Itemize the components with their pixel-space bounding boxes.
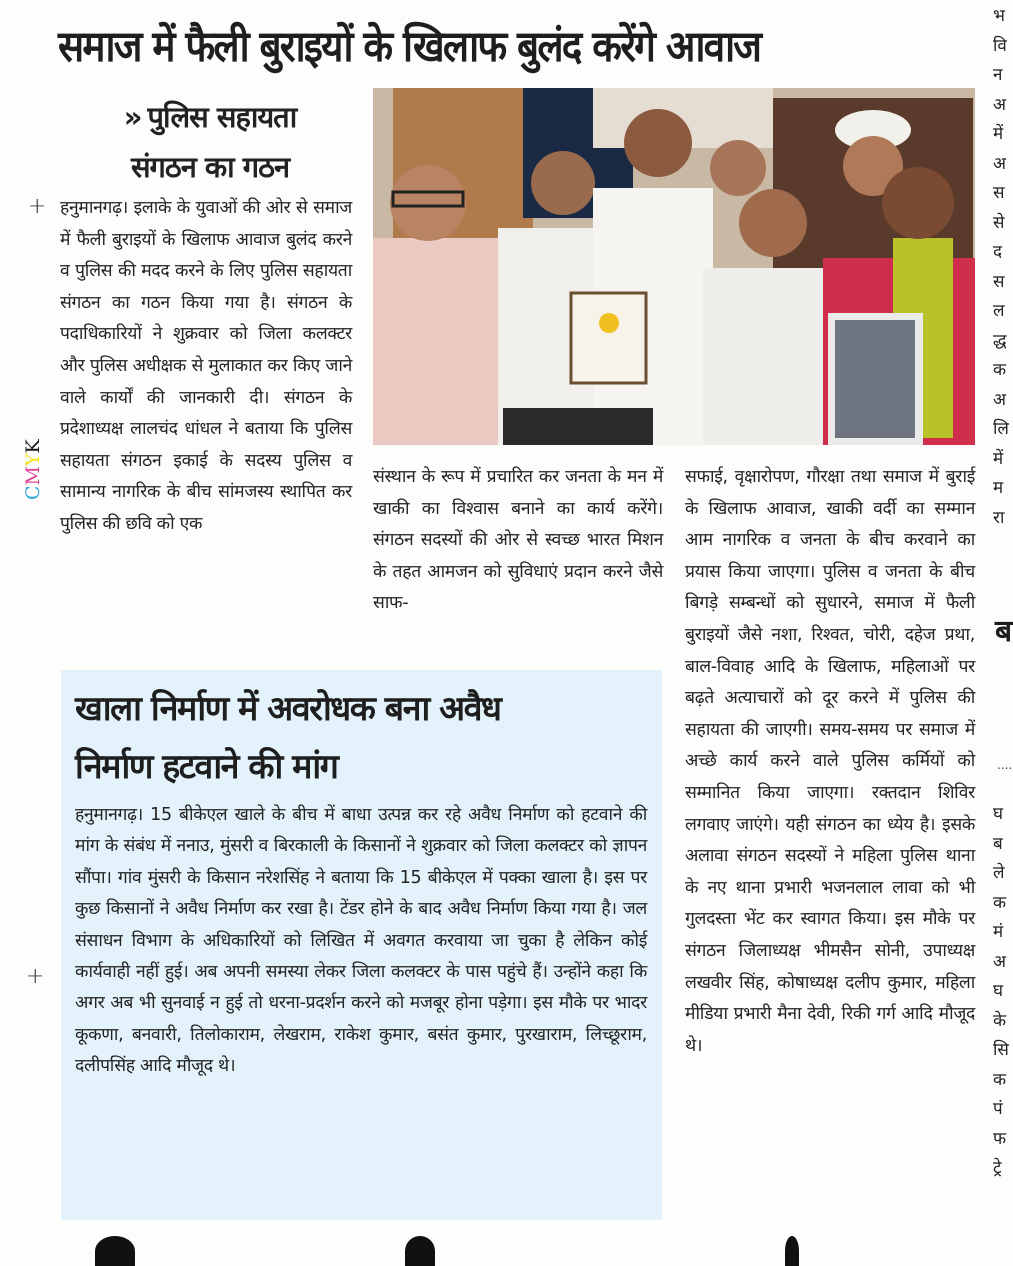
story1-photo: [373, 88, 975, 445]
edge-text-fragment: के: [993, 1010, 1007, 1031]
edge-text-fragment: वि: [993, 35, 1007, 56]
dotted-separator: ....: [997, 758, 1013, 772]
edge-text-fragment: ल: [993, 301, 1005, 321]
edge-text-fragment: न: [993, 65, 1003, 85]
double-chevron-icon: »: [123, 100, 142, 134]
edge-text-fragment: में: [993, 124, 1004, 144]
edge-text-fragment: से: [993, 212, 1005, 233]
edge-text-fragment: अ: [993, 153, 1006, 174]
cmyk-k: K: [22, 439, 44, 454]
edge-top-list: [993, 0, 1013, 533]
cmyk-c: C: [22, 485, 44, 500]
edge-text-fragment: सि: [993, 1040, 1009, 1060]
edge-text-fragment: फ: [993, 1128, 1007, 1149]
story1-column-3: सफाई, वृक्षारोपण, गौरक्षा तथा समाज में बुराई के खिलाफ आवाज, खाकी वर्दी का सम्मान आम नागरिक व जनता के बीच करवाने का प्रयास किया जाएगा। पुलिस व जनता के बीच बिगड़े सम्बन्धों को सुधारने, समाज में फैली बुराइयों जैसे नशा, रिश्वत, चोरी, दहेज प्रथा, बाल-विवाह आदि के खिलाफ, महिलाओं पर बढ़ते अत्याचारों को दूर करने में पुलिस की सहायता की जाएगी। समय-समय पर समाज में अच्छे कार्य करने वाले पुलिस कर्मियों को सम्मानित किया जाएगा। रक्तदान शिविर लगवाए जाएंगे। यही संगठन का ध्येय है। इसके अलावा संगठन सदस्यों ने महिला पुलिस थाना के नए थाना प्रभारी भजनलाल लावा को भी गुलदस्ता भेंट कर स्वागत किया। इस मौके पर संगठन जिलाध्यक्ष भीमसैन सोनी, उपाध्यक्ष लखवीर सिंह, कोषाध्यक्ष दलीप कुमार, महिला मीडिया प्रभारी मैना देवी, रिकी गर्ग आदि मौजूद थे।: [685, 467, 975, 1056]
story1-column-1: हनुमानगढ़। इलाके के युवाओं की ओर से समाज में फैली बुराइयों के खिलाफ आवाज बुलंद करने व पुलिस की मदद करने के लिए पुलिस सहायता संगठन का गठन किया गया है। संगठन के पदाधिकारियों ने शुक्रवार को जिला कलक्टर और पुलिस अधीक्षक से मुलाकात कर किए जाने वाले कार्यों की जानकारी दी। संगठन के प्रदेशाध्यक्ष लालचंद धांधल ने बताया कि पुलिस सहायता संगठन इकाई के सदस्य पुलिस व सामान्य नागरिक के बीच सांमजस्य स्थापित कर पुलिस की छवि को एक: [60, 198, 352, 534]
edge-text-fragment: अ: [993, 951, 1006, 972]
edge-text-fragment: लि: [993, 419, 1009, 439]
edge-text-fragment: क: [993, 892, 1007, 913]
group-photo-image: [373, 88, 975, 445]
edge-text-fragment: अ: [993, 94, 1006, 115]
story2-body: हनुमानगढ़। 15 बीकेएल खाले के बीच में बाधा उत्पन्न कर रहे अवैध निर्माण को हटवाने की मांग के संबंध में ननाउ, मुंसरी व बिरकाली के किसानों ने शुक्रवार को जिला कलक्टर को ज्ञापन सौंपा। गांव मुंसरी के किसान नरेशसिंह ने बताया कि 15 बीकेएल में पक्का खाला है। इस पर कुछ किसानों ने अवैध निर्माण कर रखा है। टेंडर होने के बाद अवैध निर्माण किया गया है। जल संसाधन विभाग के अधिकारियों को लिखित में अवगत करवाया जा चुका है लेकिन कोई कार्यवाही नहीं हुई। अब अपनी समस्या लेकर जिला कलक्टर के पास पहुंचे हैं। उन्होंने कहा कि अगर अब भी सुनवाई न हुई तो धरना-प्रदर्शन करने को मजबूर होना पड़ेगा। इस मौके पर भादर कूकणा, बनवारी, तिलोकाराम, लेखराम, राकेश कुमार, बसंत कुमार, पुरखाराम, लिच्छूराम, दलीपसिंह आदि मौजूद थे।: [75, 805, 647, 1077]
edge-text-fragment: पं: [993, 1099, 1003, 1119]
edge-text-fragment: ब: [993, 833, 1003, 854]
edge-text-fragment: अ: [993, 389, 1006, 410]
subhead-text-1: पुलिस सहायता: [147, 100, 297, 134]
edge-text-fragment: रा: [993, 507, 1005, 528]
edge-text-fragment: स: [993, 271, 1005, 292]
edge-text-fragment: द्ध: [993, 330, 1007, 351]
edge-text-fragment: स: [993, 183, 1005, 203]
edge-text-fragment: घ: [993, 804, 1004, 824]
edge-text-fragment: ट्रे: [993, 1158, 1002, 1178]
edge-text-fragment: म: [993, 478, 1004, 498]
edge-text-fragment: में: [993, 448, 1004, 469]
story1-column-2: संस्थान के रूप में प्रचारित कर जनता के मन में खाकी का विश्वास बनाने का कार्य करेंगे। संगठन सदस्यों की ओर से स्वच्छ भारत मिशन के तहत आमजन को सुविधाएं प्रदान करने जैसे साफ-: [373, 467, 663, 614]
story1-subhead-line2: संगठन का गठन: [130, 150, 290, 184]
cmyk-registration-mark: [22, 410, 42, 500]
edge-text-fragment: ले: [993, 863, 1005, 883]
adjacent-column-fragment-bottom: [993, 800, 1013, 1184]
story2-title: [75, 680, 655, 796]
cmyk-y: Y: [22, 453, 44, 466]
story1-subhead-line1: [60, 92, 360, 142]
edge-text-fragment: द: [993, 242, 1003, 262]
next-article-headline-fragment: [0, 1236, 1013, 1248]
crop-mark-icon: +: [28, 194, 47, 219]
edge-text-fragment: क: [993, 1069, 1007, 1090]
edge-text-fragment: मं: [993, 922, 1004, 942]
cmyk-m: M: [22, 465, 44, 486]
story2-title-line2: निर्माण हटवाने की मांग: [75, 747, 338, 787]
edge-text-fragment: भ: [993, 6, 1005, 26]
crop-mark-icon: +: [26, 964, 45, 989]
story2-title-line1: खाला निर्माण में अवरोधक बना अवैध: [75, 689, 501, 729]
edge-text-fragment: क: [993, 360, 1007, 380]
edge-bottom-list: [993, 800, 1013, 1184]
page-headline: समाज में फैली बुराइयों के खिलाफ बुलंद करेंगे आवाज: [58, 22, 761, 72]
story1-subhead: [60, 92, 360, 192]
edge-text-fragment: घ: [993, 981, 1004, 1001]
adjacent-headline-fragment: ब: [995, 614, 1013, 649]
